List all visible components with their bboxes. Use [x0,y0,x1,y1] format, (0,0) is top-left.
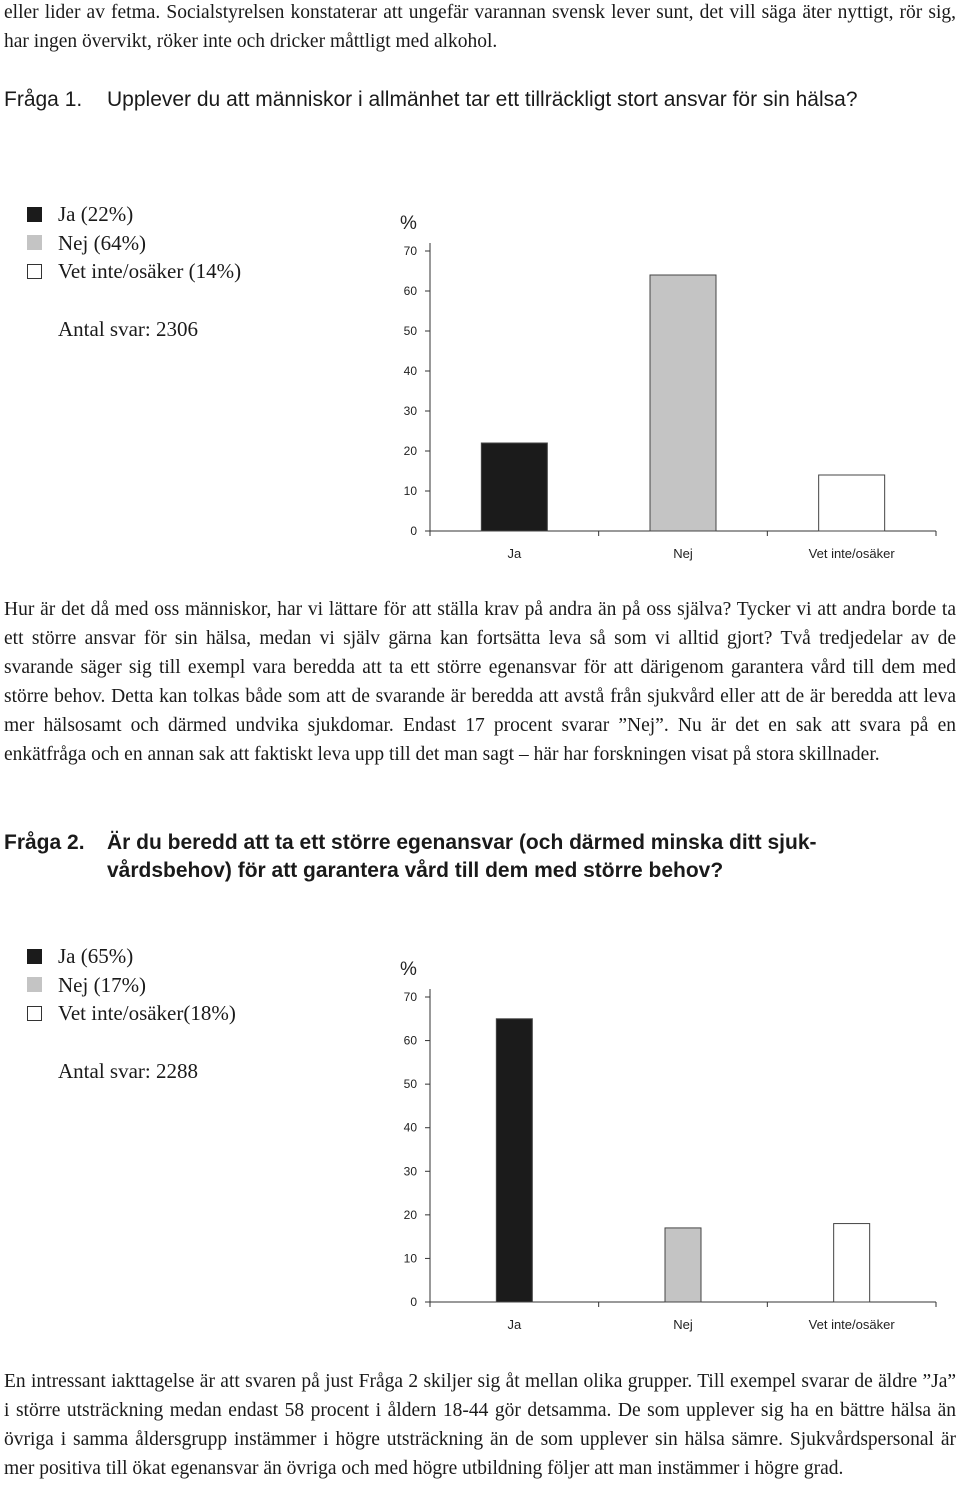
x-tick-label-vet: Vet inte/osäker [808,1317,895,1332]
intro-paragraph: eller lider av fetma. Socialstyrelsen konstaterar att ungefär varannan svensk lever sunt, det vill säga äter nyttigt, rör sig, har ingen övervikt, röker inte och dricker måttligt med alkohol. [4,2,956,52]
question-2-number: Fråga 2. [4,831,85,854]
bar-ja [481,443,547,531]
legend-item-nej [27,229,241,258]
y-tick-label: 30 [403,1164,417,1179]
legend-item-ja [27,200,241,229]
y-tick-label: 50 [403,324,417,338]
legend-swatch-nej [27,977,42,992]
legend-item-vet [27,999,236,1028]
body-paragraph-2: Hur är det då med oss människor, har vi lättare för att ställa krav på andra än på oss själva? Tycker vi att andra borde ta ett större ansvar för sin hälsa, medan vi själv gärna kan fortsätta leva så som vi alltid gjort? Två tredjedelar av de svarande säger sig till exempl vara beredda att ta ett större egenansvar för att därigenom garantera vård till dem med större behov. Detta kan tolkas både som att de svarande är beredda att avstå från sjukvård eller att de är beredda att leva mer hälsosamt och därmed undvika sjukdomar. Endast 17 procent svarar ”Nej”. Nu är det en sak att svara på en enkätfråga och en annan sak att faktiskt leva upp till det man sagt – här har forskningen visat på stora skillnader. [4,599,956,765]
question-1-number: Fråga 1. [4,88,83,111]
y-tick-label: 20 [403,1207,417,1222]
legend-swatch-vet [27,264,42,279]
y-axis-label: % [400,959,417,980]
question-1-heading [4,86,954,114]
body-paragraph-3: En intressant iakttagelse är att svaren på just Fråga 2 skiljer sig åt mellan olika grupper. Till exempel svarar de äldre ”Ja” i större utsträckning medan endast 58 procent i åldern 18-44 gör detsamma. De som upplever sig ha en bättre hälsa än övriga i samma åldersgrupp instämmer i högre utsträckning än de som upplever sin hälsa sämre. Sjukvårdspersonal är mer positiva till ökat egenansvar än övriga och med högre utbildning följer att man instämmer i högre grad. [4,1371,956,1479]
bar-vet [819,475,885,531]
legend-label-vet: Vet inte/osäker (14%) [58,259,242,283]
legend-swatch-vet [27,1006,42,1021]
y-tick-label: 20 [403,444,417,458]
x-tick-label-nej: Nej [673,1317,693,1332]
x-tick-label-vet: Vet inte/osäker [808,546,895,561]
legend-label-ja: Ja (65%) [58,944,134,968]
legend-item-ja [27,942,236,971]
y-tick-label: 60 [403,1033,417,1048]
y-tick-label: 70 [403,244,417,258]
y-tick-label: 60 [403,284,417,298]
x-tick-label-nej: Nej [673,546,693,561]
legend-item-vet [27,257,241,286]
chart-1 [390,195,950,575]
y-tick-label: 10 [403,1251,417,1266]
response-count: Antal svar: 2288 [58,1058,198,1083]
legend-label-nej: Nej (64%) [58,230,147,255]
chart-2 [390,938,950,1333]
bar-vet [834,1224,870,1302]
y-tick-label: 0 [410,524,417,538]
y-tick-label: 10 [403,484,417,498]
bar-ja [496,1019,532,1302]
question-2-text: Är du beredd att ta ett större egenansvar (och därmed minska ditt sjuk-vårdsbehov) för att garantera vård till dem med större behov? [107,831,817,882]
y-axis-label: % [400,213,417,234]
chart-1-legend [27,200,241,343]
legend-swatch-ja [27,207,42,222]
response-count: Antal svar: 2306 [58,316,198,341]
legend-label-vet: Vet inte/osäker(18%) [58,1001,236,1025]
legend-swatch-ja [27,949,42,964]
bar-nej [650,275,716,531]
y-tick-label: 50 [403,1077,417,1092]
chart-2-legend [27,942,236,1085]
legend-label-ja: Ja (22%) [58,202,134,226]
question-2-heading [4,829,954,885]
bar-nej [665,1228,701,1302]
y-tick-label: 70 [403,990,417,1004]
y-tick-label: 40 [403,364,417,378]
legend-label-nej: Nej (17%) [58,972,147,997]
legend-swatch-nej [27,235,42,250]
x-tick-label-ja: Ja [507,546,522,561]
legend-item-nej [27,971,236,1000]
question-1-text: Upplever du att människor i allmänhet tar ett tillräckligt stort ansvar för sin hälsa? [107,88,858,111]
y-tick-label: 0 [410,1295,417,1309]
y-tick-label: 40 [403,1120,417,1135]
y-tick-label: 30 [403,404,417,418]
x-tick-label-ja: Ja [507,1317,522,1332]
